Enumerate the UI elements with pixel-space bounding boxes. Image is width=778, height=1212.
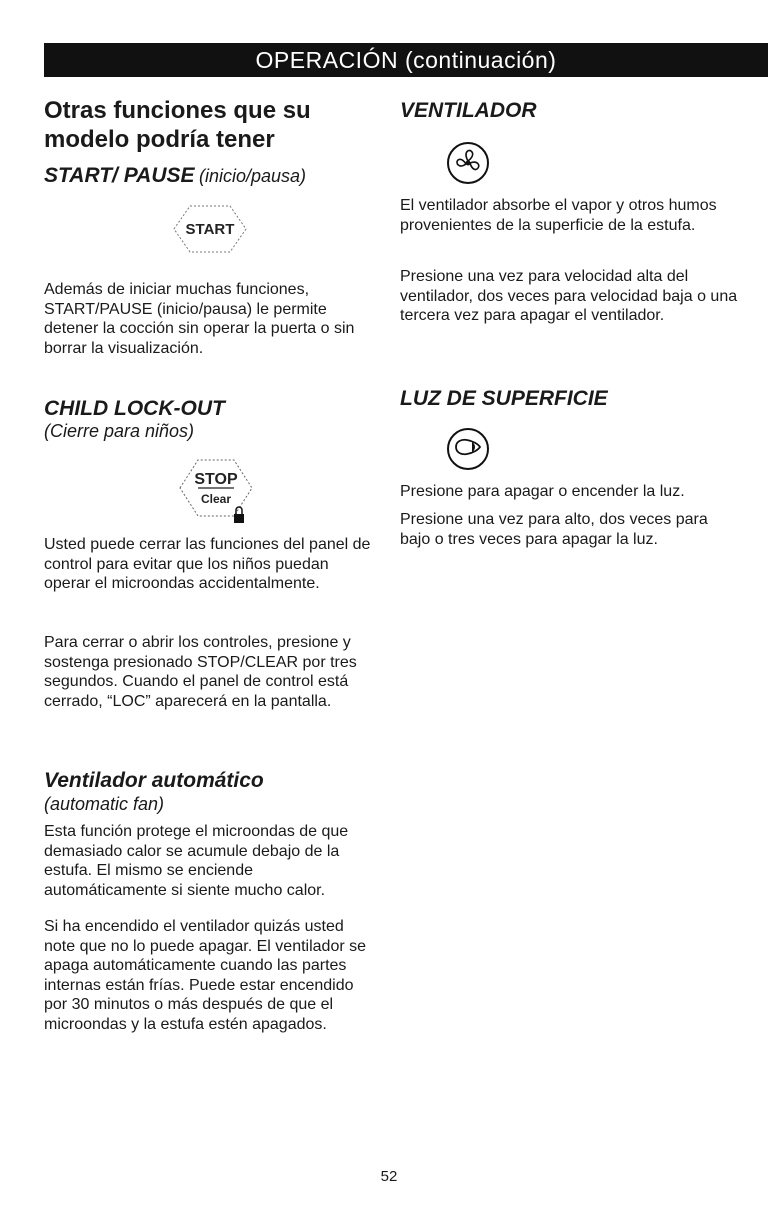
child-lock-subheading: (Cierre para niños) — [44, 421, 195, 441]
section-title: OPERACIÓN (continuación) — [255, 47, 557, 73]
auto-fan-subheading: (automatic fan) — [44, 794, 165, 814]
auto-fan-heading: Ventilador automático — [44, 769, 264, 792]
stop-clear-lock-icon — [168, 448, 264, 528]
surface-light-paragraph-1: Presione para apagar o encender la luz. — [400, 483, 685, 500]
light-bulb-icon — [445, 426, 491, 472]
fan-paragraph-1: El ventilador absorbe el vapor y otros humos provenientes de la superficie de la estufa. — [400, 197, 717, 234]
start-icon-label: START — [185, 221, 235, 238]
auto-fan-paragraph-1: Esta función protege el microondas de que demasiado calor se acumule debajo de la estufa. El mismo se enciende automáticamente si siente mucho calor. — [44, 823, 349, 899]
page-number: 52 — [380, 1168, 398, 1185]
start-pause-text: Además de iniciar muchas funciones, START/PAUSE (inicio/pausa) le permite detener la cocción sin operar la puerta o sin borrar la visualización. — [44, 281, 355, 357]
other-functions-title: Otras funciones que su modelo podría tener — [44, 97, 311, 153]
auto-fan-paragraph-2: Si ha encendido el ventilador quizás usted note que no lo puede apagar. El ventilador se apaga automáticamente cuando las partes internas están frías. Puede estar encendido por 30 minutos o más después de que el microondas y la estufa estén apagados. — [44, 918, 367, 1033]
start-pause-heading: START/ PAUSE — [44, 164, 195, 187]
section-header-bar — [44, 43, 768, 77]
surface-light-paragraph-2: Presione una vez para alto, dos veces para bajo o tres veces para apagar la luz. — [400, 511, 708, 548]
start-button-icon — [168, 200, 252, 258]
clear-icon-label: Clear — [200, 492, 232, 506]
child-lock-heading: CHILD LOCK-OUT — [44, 397, 225, 420]
start-pause-subheading: (inicio/pausa) — [198, 166, 307, 186]
child-lock-paragraph-2: Para cerrar o abrir los controles, presione y sostenga presionado STOP/CLEAR por tres segundos. Cuando el panel de control está cerrado, “LOC” aparecerá en la pantalla. — [44, 634, 357, 710]
fan-heading: VENTILADOR — [400, 99, 537, 122]
stop-icon-label: STOP — [194, 471, 238, 488]
start-pause-heading-line — [44, 163, 384, 189]
child-lock-paragraph-1: Usted puede cerrar las funciones del panel de control para evitar que los niños puedan operar el microondas accidentalmente. — [44, 536, 371, 592]
fan-icon — [445, 140, 491, 186]
surface-light-heading: LUZ DE SUPERFICIE — [400, 387, 608, 410]
fan-paragraph-2: Presione una vez para velocidad alta del ventilador, dos veces para velocidad baja o una tercera vez para apagar el ventilador. — [400, 268, 738, 324]
